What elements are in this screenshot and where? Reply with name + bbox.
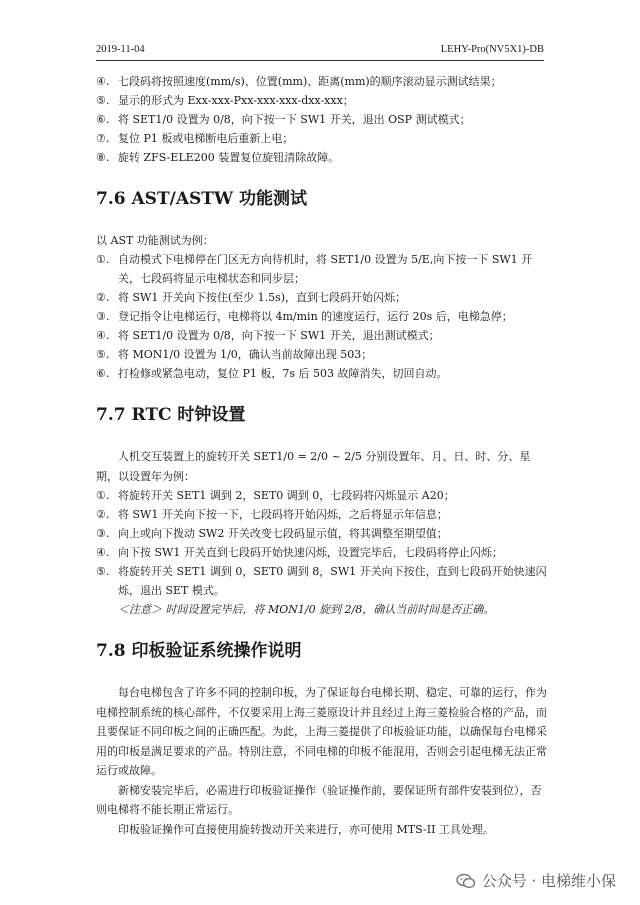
paragraph: 印板验证操作可直接使用旋转拨动开关来进行，亦可使用 MTS-II 工具处理。 [118, 822, 494, 836]
paragraph: 每台电梯包含了许多不同的控制印板，为了保证每台电梯长期、稳定、可靠的运行，作为电梯控制系统的核心部件，不仅要采用上海三菱原设计并且经过上海三菱检验合格的产品，而且要保证不同印板之间的正确匹配。为此，上海三菱提供了印板验证功能，以确保每台电梯采用的印板是满足要求的产品。特别注意，不同电梯的印板不能混用，否则会引起电梯无法正常运行或故障。 [96, 686, 547, 777]
list-item [96, 505, 552, 524]
sec77-list [96, 486, 552, 600]
page-header [96, 44, 544, 60]
item-text: 旋转 ZFS-ELE200 装置复位旋钮清除故障。 [118, 151, 340, 164]
item-text: 七段码将按照速度(mm/s)、位置(mm)、距离(mm)的顺序滚动显示测试结果； [118, 75, 502, 88]
list-item [96, 129, 552, 148]
page-content [96, 72, 552, 839]
section-intro: 人机交互装置上的旋转开关 SET1/0 = 2/0 ~ 2/5 分别设置年、月、日、时、分、星期，以设置年为例： [96, 450, 531, 483]
sec76-list [96, 250, 552, 383]
item-text: 将 SET1/0 设置为 0/8，向下按一下 SW1 开关，退出 OSP 测试模式； [118, 113, 471, 126]
item-text: 将 MON1/0 设置为 1/0，确认当前故障出现 503； [118, 348, 373, 361]
watermark [456, 870, 616, 891]
note-text: ＜注意＞ 时间设置完毕后，将 MON1/0 旋到 2/8，确认当前时间是否正确。 [118, 603, 495, 616]
item-text: 将 SW1 开关向下按住(至少 1.5s)，直到七段码开始闪烁； [118, 291, 407, 304]
header-date: 2019-11-04 [96, 44, 145, 55]
watermark-text: 公众号 · 电梯维小保 [481, 872, 616, 890]
item-number: ①. [96, 253, 110, 266]
item-text: 显示的形式为 Exx-xxx-Pxx-xxx-xxx-dxx-xxx； [118, 94, 354, 107]
section-title-7-6: 7.6 AST/ASTW 功能测试 [96, 189, 307, 209]
item-text: 打检修或紧急电动，复位 P1 板，7s 后 503 故障消失，切回自动。 [118, 367, 448, 380]
paragraph: 新梯安装完毕后，必需进行印板验证操作（验证操作前，要保证所有部件安装到位），否则电梯将不能长期正常运行。 [96, 783, 542, 816]
item-text: 将旋转开关 SET1 调到 0，SET0 调到 8，SW1 开关向下按住，直到七段码开始快速闪烁，退出 SET 模式。 [118, 565, 547, 597]
item-text: 向上或向下拨动 SW2 开关改变七段码显示值，将其调整至期望值； [118, 527, 448, 540]
top-list [96, 72, 552, 167]
item-number: ②. [96, 508, 110, 521]
section-title-7-8: 7.8 印板验证系统操作说明 [96, 641, 302, 661]
header-rule [96, 60, 544, 61]
item-number: ⑦. [96, 132, 110, 145]
item-number: ④. [96, 75, 110, 88]
item-number: ⑤. [96, 348, 110, 361]
section-intro: 以 AST 功能测试为例： [96, 234, 214, 247]
list-item [96, 110, 552, 129]
item-number: ④. [96, 329, 110, 342]
item-number: ⑤. [96, 565, 110, 578]
item-text: 登记指令让电梯运行，电梯将以 4m/min 的速度运行，运行 20s 后，电梯急停； [118, 310, 513, 323]
item-text: 自动模式下电梯停在门区无方向待机时，将 SET1/0 设置为 5/E,向下按一下 SW1 开关，七段码将显示电梯状态和同步层； [118, 253, 533, 285]
list-item [96, 364, 552, 383]
item-number: ③. [96, 310, 110, 323]
list-item [96, 148, 552, 167]
list-item [96, 345, 552, 364]
wechat-icon [456, 873, 476, 889]
list-item [96, 486, 552, 505]
list-item [96, 562, 552, 600]
list-item [96, 307, 552, 326]
item-number: ⑥. [96, 113, 110, 126]
list-item [96, 72, 552, 91]
list-item [96, 91, 552, 110]
list-item [96, 543, 552, 562]
item-text: 复位 P1 板或电梯断电后重新上电； [118, 132, 294, 145]
item-text: 将 SET1/0 设置为 0/8，向下按一下 SW1 开关，退出测试模式； [118, 329, 440, 342]
item-text: 将 SW1 开关向下按一下，七段码将开始闪烁，之后将显示年信息； [118, 508, 448, 521]
list-item [96, 524, 552, 543]
section-title-7-7: 7.7 RTC 时钟设置 [96, 405, 246, 425]
list-item [96, 326, 552, 345]
item-number: ⑤. [96, 94, 110, 107]
header-doc-id: LEHY-Pro(NV5X1)-DB [440, 44, 544, 55]
item-text: 将旋转开关 SET1 调到 2，SET0 调到 0，七段码将闪烁显示 A20； [118, 489, 455, 502]
item-number: ②. [96, 291, 110, 304]
list-item [96, 250, 552, 288]
item-number: ⑥. [96, 367, 110, 380]
item-number: ①. [96, 489, 110, 502]
item-text: 向下按 SW1 开关直到七段码开始快速闪烁，设置完毕后，七段码将停止闪烁； [118, 546, 503, 559]
item-number: ④. [96, 546, 110, 559]
item-number: ③. [96, 527, 110, 540]
list-item [96, 288, 552, 307]
item-number: ⑧. [96, 151, 110, 164]
